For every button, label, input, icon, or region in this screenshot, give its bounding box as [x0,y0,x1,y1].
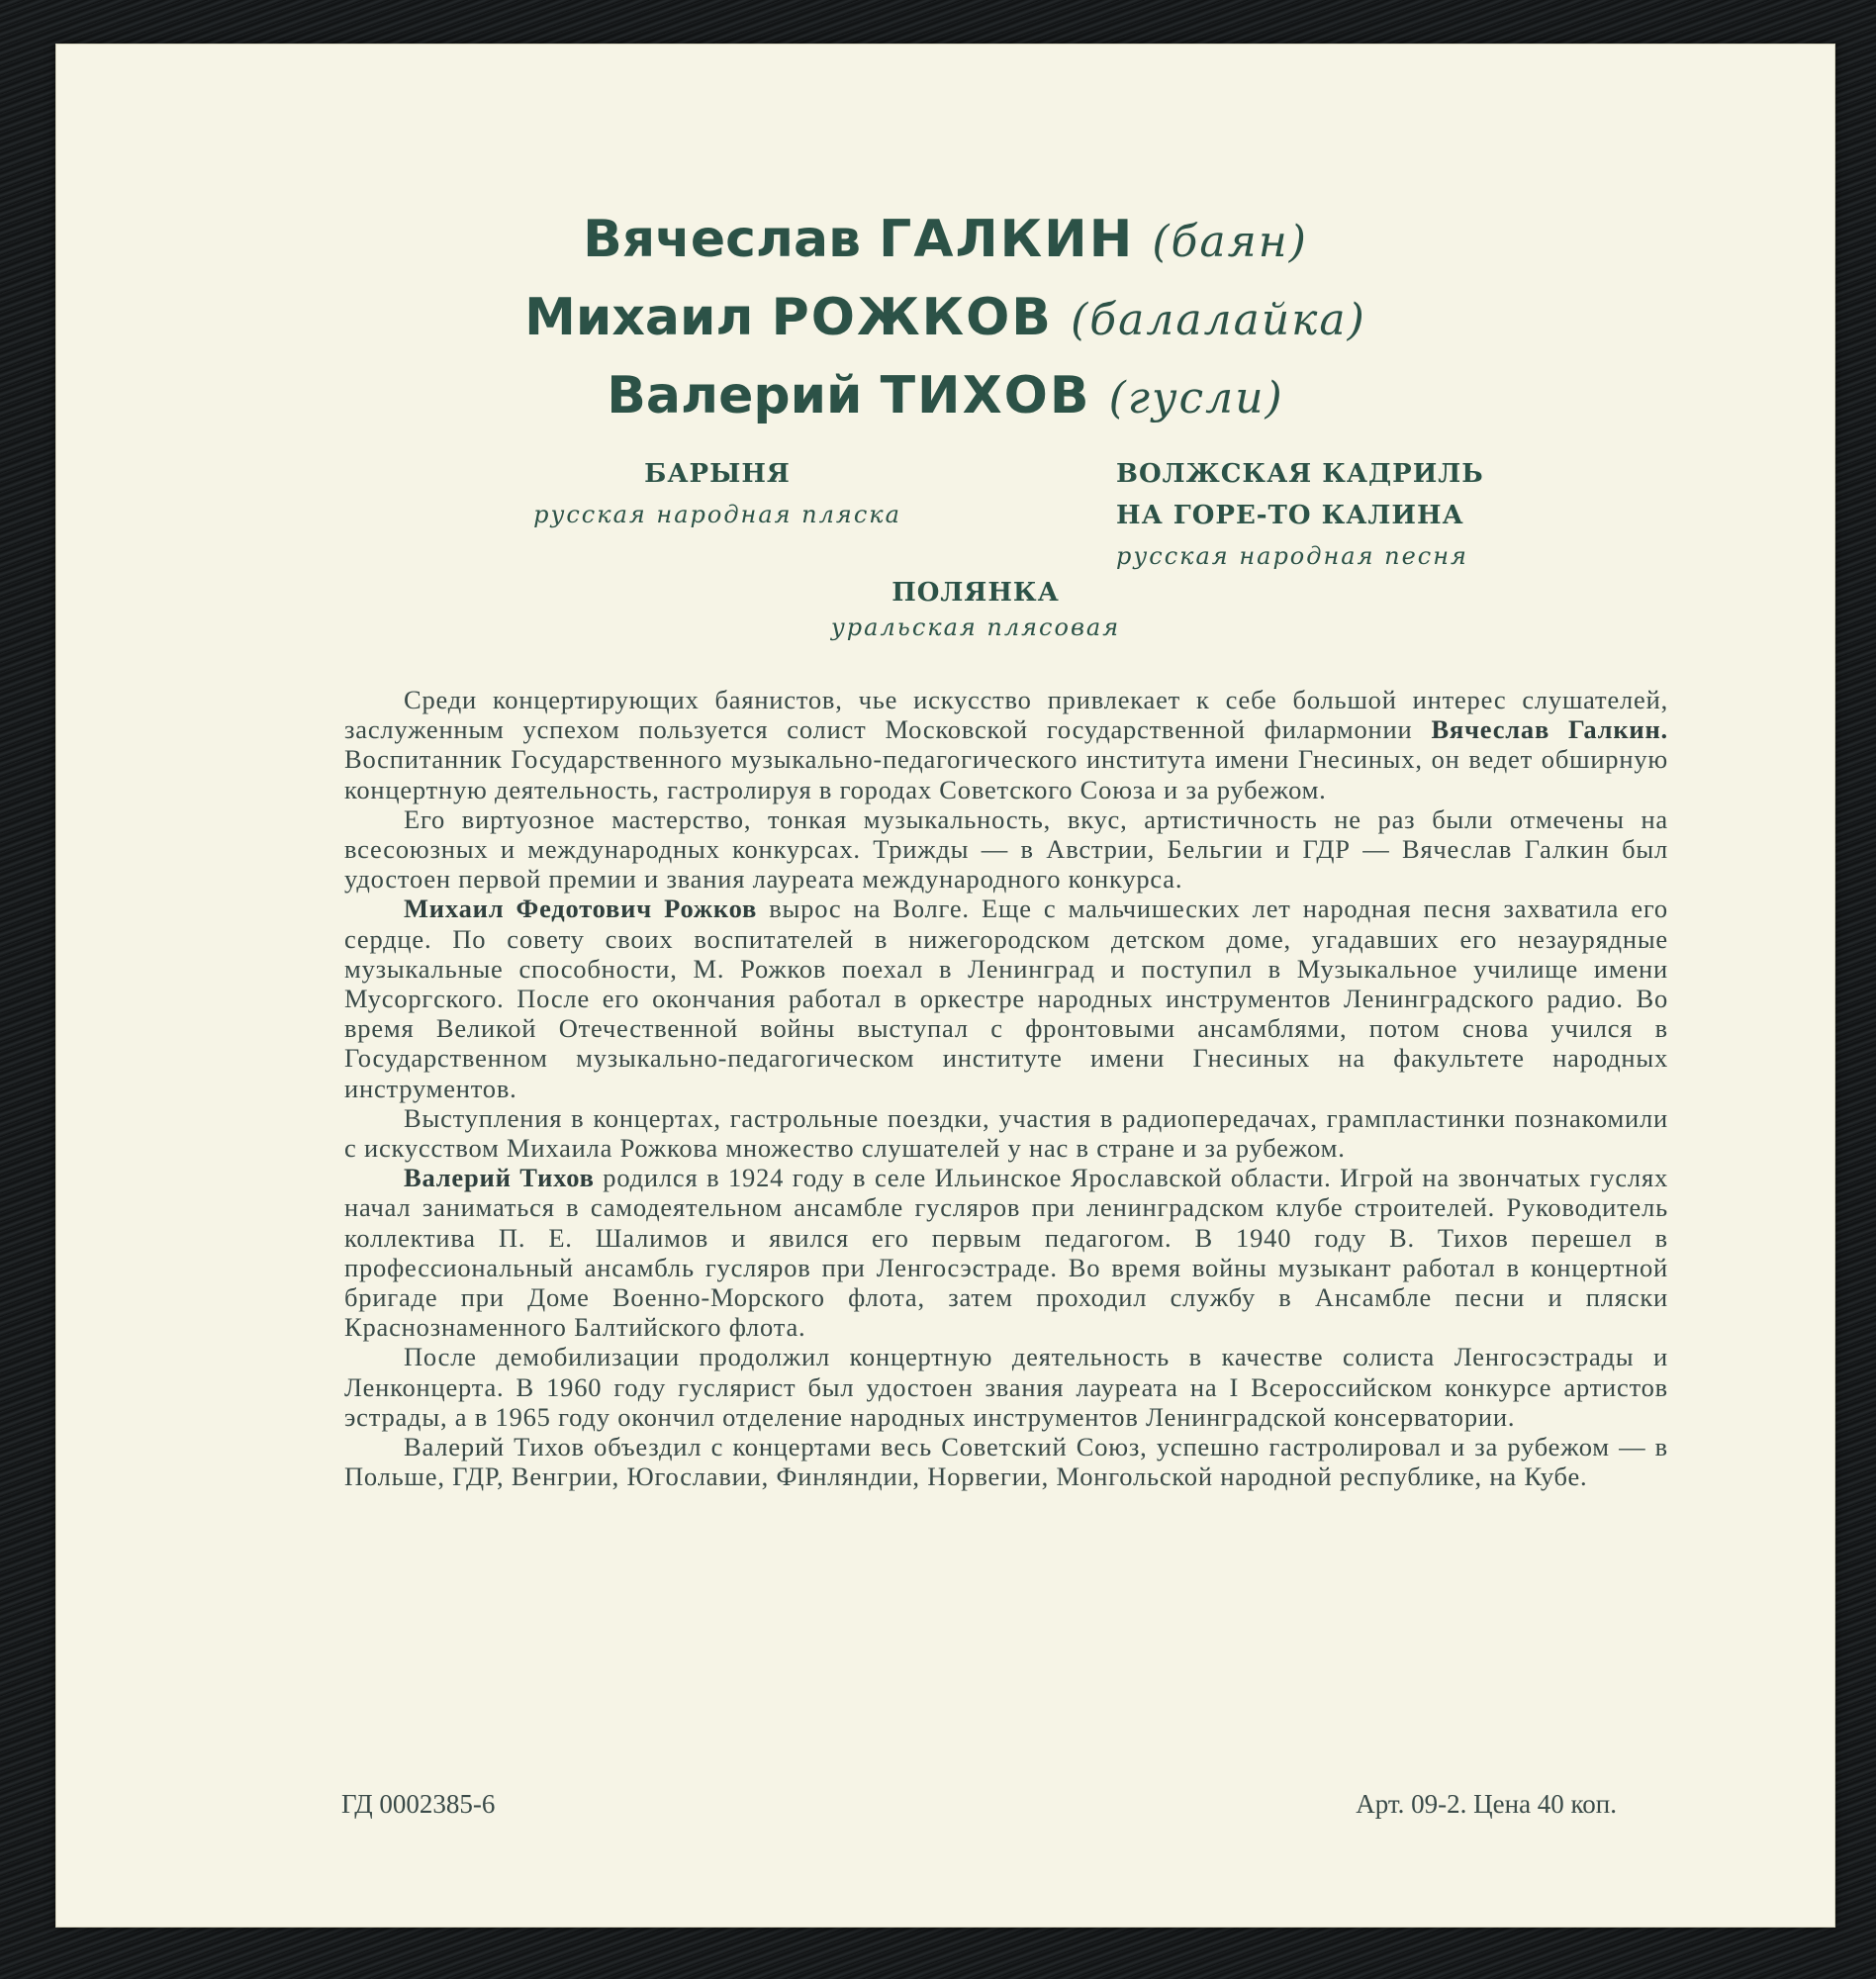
track-barynya [485,459,950,528]
artist-last-name: ГАЛКИН [879,210,1135,269]
artist-last-name: ТИХОВ [880,366,1091,425]
bio-text: Среди концертирующих баянистов, чье искусство привлекает к себе большой интерес слушателей, заслуженным успехом пользуется солист Московской государственной филармонии [344,685,1668,745]
bio-paragraph-tikhov-career: После демобилизации продолжил концертную деятельность в качестве солиста Ленгосэстрады и Ленконцерта. В 1960 году гуслярист был удостоен звания лауреата на I Всероссийском конкурсе артистов эстрады, а в 1965 году окончил отделение народных инструментов Ленинградской консерватории. [344,1342,1668,1432]
bio-paragraph-rozhkov [344,894,1668,1102]
bio-text: вырос на Волге. Еще с мальчишеских лет народная песня захватила его сердце. По совету своих воспитателей в нижегородском детском доме, угадавших его незаурядные музыкальные способности, М. Рожков поехал в Ленинград и поступил в Музыкальное училище имени Мусоргского. После его окончания работал в оркестре народных инструментов Ленинградского радио. Во время Великой Отечественной войны выступал с фронтовыми ансамблями, потом снова учился в Государственном музыкально-педагогическом институте имени Гнесиных на факультете народных инструментов. [344,894,1668,1103]
track-title: ПОЛЯНКА [891,578,1060,608]
artist-instrument: (балалайка) [1071,295,1366,345]
artist-last-name: РОЖКОВ [771,288,1053,347]
track-subtitle: уральская плясовая [830,613,1121,641]
track-subtitle: русская народная пляска [533,501,901,528]
bio-name-bold: Валерий Тихов [404,1163,595,1193]
artist-credits [55,202,1835,436]
track-title: НА ГОРЕ-ТО КАЛИНА [1116,501,1464,530]
bio-paragraph-tikhov-tours: Валерий Тихов объездил с концертами весь Советский Союз, успешно гастролировал и за рубежом — в Польше, ГДР, Венгрии, Югославии, Финляндии, Норвегии, Монгольской народной республике, на Кубе. [344,1432,1668,1492]
bio-name-bold: Вячеслав Галкин. [1431,714,1668,745]
artist-first-name: Вячеслав [583,210,861,269]
track-subtitle: русская народная песня [1116,542,1468,570]
track-title: БАРЫНЯ [644,459,791,489]
bio-paragraph-galkin-awards: Его виртуозное мастерство, тонкая музыкальность, вкус, артистичность не раз были отмечены на всесоюзных и международных конкурсах. Трижды — в Австрии, Бельгии и ГДР — Вячеслав Галкин был удостоен первой премии и звания лауреата международного конкурса. [344,803,1668,895]
record-sleeve-back [55,44,1835,1928]
track-polyanka [748,578,1203,641]
artist-first-name: Михаил [524,288,754,347]
price-label: Арт. 09-2. Цена 40 коп. [1356,1789,1617,1819]
artist-first-name: Валерий [607,366,863,425]
artist-instrument: (баян) [1152,217,1308,267]
artist-rozhkov [55,280,1835,358]
artist-tikhov [55,358,1835,436]
artist-galkin [55,202,1835,280]
track-volzhskaya-kalina [1116,459,1492,570]
biography-text [344,685,1668,1491]
track-title: ВОЛЖСКАЯ КАДРИЛЬ [1116,459,1484,489]
bio-text: родился в 1924 году в селе Ильинское Ярославской области. Игрой на звончатых гуслях начал заниматься в самодеятельном ансамбле гусляров при ленинградском клубе строителей. Руководитель коллектива П. Е. Шалимов и явился его первым педагогом. В 1940 году В. Тихов перешел в профессиональный ансамбль гусляров при Ленгосэстраде. Во время войны музыкант работал в концертной бригаде при Доме Военно-Морского флота, затем проходил службу в Ансамбле песни и пляски Краснознаменного Балтийского флота. [344,1163,1668,1343]
bio-text: Воспитанник Государственного музыкально-педагогического института имени Гнесиных, он ведет обширную концертную деятельность, гастролируя в городах Советского Союза и за рубежом. [344,744,1668,804]
catalog-number: ГД 0002385-6 [341,1789,496,1819]
bio-paragraph-tikhov [344,1163,1668,1342]
bio-paragraph-galkin [344,685,1668,804]
bio-paragraph-rozhkov-concerts: Выступления в концертах, гастрольные поездки, участия в радиопередачах, грампластинки познакомили с искусством Михаила Рожкова множество слушателей у нас в стране и за рубежом. [344,1102,1668,1164]
bio-name-bold: Михаил Федотович Рожков [404,894,758,924]
artist-instrument: (гусли) [1108,373,1284,424]
